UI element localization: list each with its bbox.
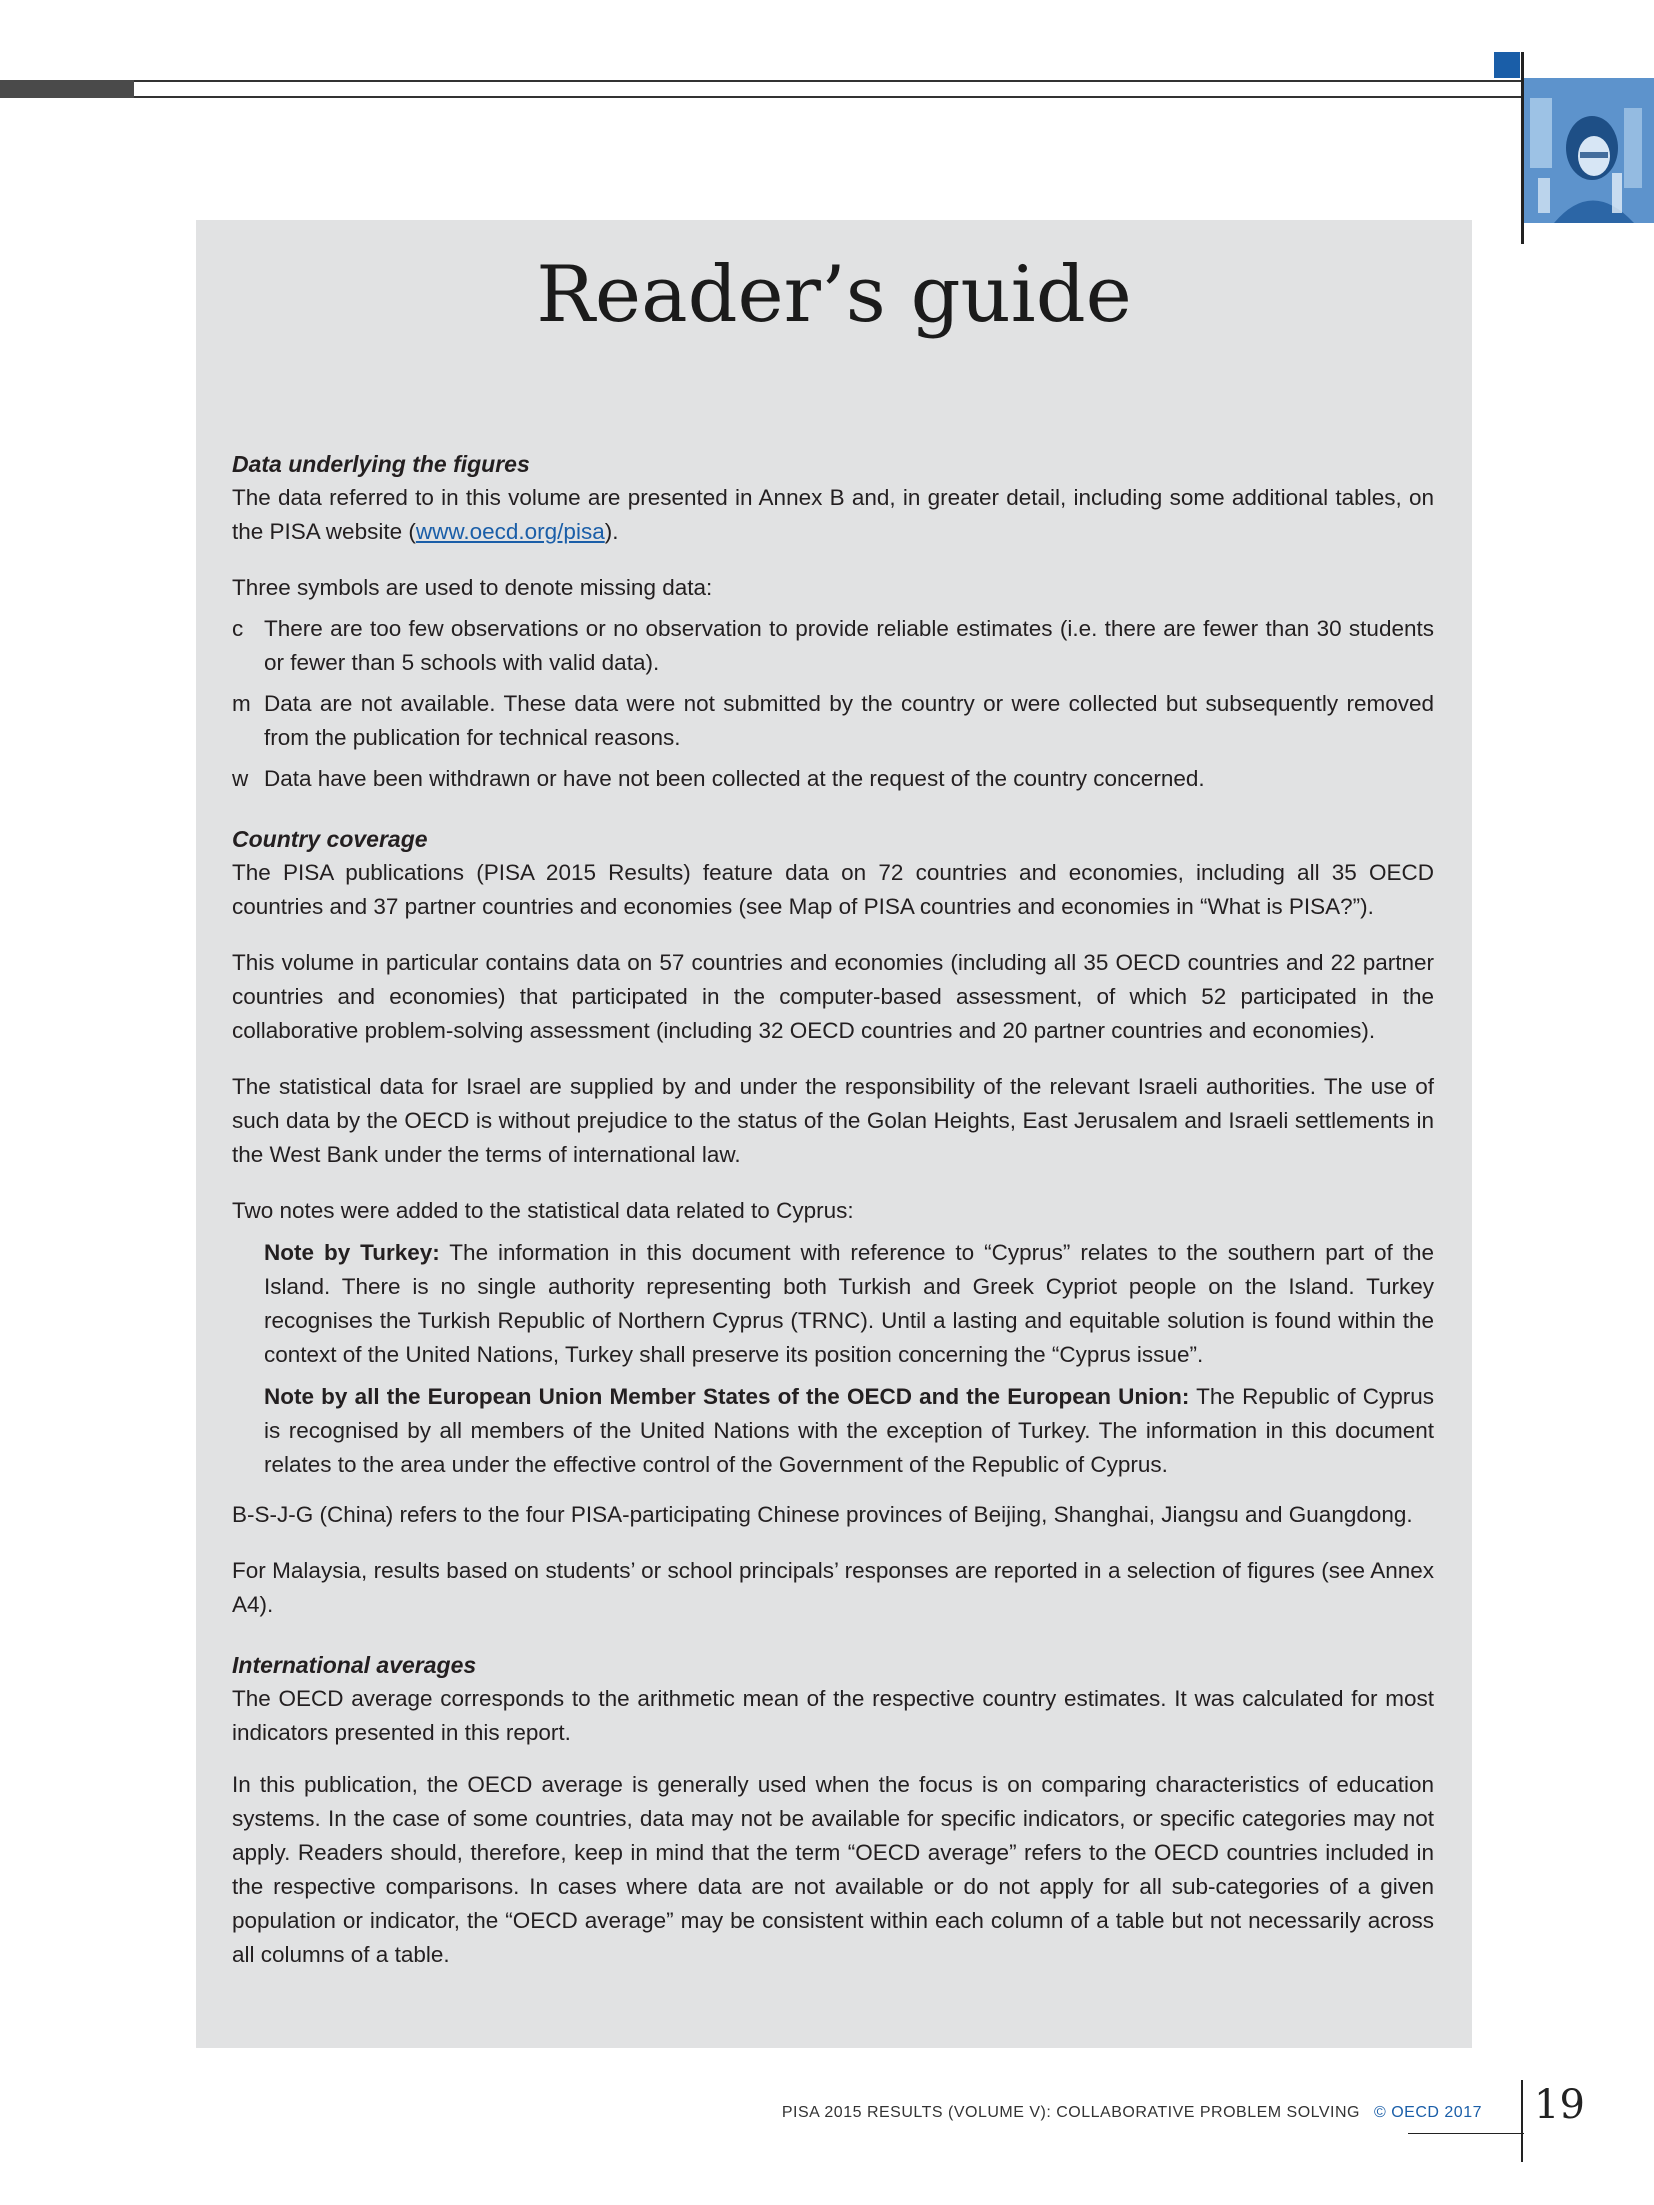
page-title: Reader’s guide [536, 250, 1132, 340]
symbol-label: c [232, 616, 244, 641]
paragraph-coverage-2: This volume in particular contains data on 57 countries and economies (including all 35 OECD countries and 22 partner countries and economies) that participated in the computer-based assessment, of which 52 participated in the collaborative problem-solving assessment (including 32 OECD countries and 20 partner countries and economies). [232, 950, 1434, 1043]
paragraph-symbols-intro: Three symbols are used to denote missing data: [232, 575, 713, 600]
symbol-text: There are too few observations or no observation to provide reliable estimates (i.e. there are fewer than 30 students or fewer than 5 schools with valid data). [264, 616, 1434, 675]
paragraph-coverage-1: The PISA publications (PISA 2015 Results) feature data on 72 countries and economies, including all 35 OECD countries and 37 partner countries and economies (see Map of PISA countries and economies in “What is PISA?”). [232, 860, 1434, 919]
list-item-symbol-c [232, 612, 1434, 680]
footer-vertical-rule [1521, 2080, 1523, 2162]
heading-data-underlying: Data underlying the figures [232, 451, 530, 477]
header-photo-scientist [1524, 78, 1654, 223]
readers-guide-panel [196, 220, 1472, 2048]
paragraph-averages-2: In this publication, the OECD average is generally used when the focus is on comparing characteristics of education systems. In the case of some countries, data may not be available for specific indicators, or specific categories may not apply. Readers should, therefore, keep in mind that the term “OECD average” refers to the OECD countries included in the respective comparisons. In cases where data are not available or do not apply for all sub-categories of a given population or indicator, the “OECD average” may be consistent within each column of a table but not necessarily across all columns of a table. [232, 1772, 1434, 1967]
footer-copyright: © OECD 2017 [1374, 2104, 1482, 2121]
list-item-symbol-m [232, 687, 1434, 755]
footer-rule [1408, 2133, 1524, 2134]
text-fragment: The data referred to in this volume are presented in Annex B and, in greater detail, including some additional tables, on the PISA website ( [232, 485, 1434, 544]
heading-country-coverage: Country coverage [232, 826, 428, 852]
footer-publication: PISA 2015 RESULTS (VOLUME V): COLLABORATIVE PROBLEM SOLVING [781, 2104, 1360, 2121]
text-fragment: ). [604, 519, 619, 544]
note-label: Note by Turkey: [264, 1240, 440, 1265]
symbol-text: Data are not available. These data were not submitted by the country or were collected but subsequently removed from the publication for technical reasons. [264, 691, 1434, 750]
symbol-label: w [232, 766, 249, 791]
paragraph-malaysia: For Malaysia, results based on students’ or school principals’ responses are reported in a selection of figures (see Annex A4). [232, 1558, 1434, 1617]
symbol-label: m [232, 691, 251, 716]
paragraph-data-location [232, 481, 1434, 549]
paragraph-bsjg: B-S-J-G (China) refers to the four PISA-participating Chinese provinces of Beijing, Shanghai, Jiangsu and Guangdong. [232, 1502, 1413, 1527]
page-number: 19 [1534, 2082, 1585, 2128]
symbol-text: Data have been withdrawn or have not been collected at the request of the country concerned. [264, 766, 1205, 791]
header-dark-bar [0, 80, 134, 98]
paragraph-averages-1: The OECD average corresponds to the arithmetic mean of the respective country estimates. It was calculated for most indicators presented in this report. [232, 1686, 1434, 1745]
footer-publication-line [782, 2104, 1482, 2122]
header-rule-top [134, 80, 1524, 82]
header-blue-square [1494, 52, 1520, 78]
note-european-union [232, 1380, 1434, 1482]
list-item-symbol-w [232, 762, 1434, 796]
pisa-website-link[interactable]: www.oecd.org/pisa [415, 519, 605, 544]
note-text: The information in this document with reference to “Cyprus” relates to the southern part of the Island. There is no single authority representing both Turkish and Greek Cypriot people on the Island. Turkey recognises the Turkish Republic of Northern Cyprus (TRNC). Until a lasting and equitable solution is found within the context of the United Nations, Turkey shall preserve its position concerning the “Cyprus issue”. [264, 1240, 1434, 1367]
header-rule-bottom [134, 96, 1524, 98]
heading-international-averages: International averages [232, 1652, 477, 1678]
note-label: Note by all the European Union Member States of the OECD and the European Union: [264, 1384, 1190, 1409]
panel-content [232, 447, 1434, 1972]
note-text: The Republic of Cyprus is recognised by all members of the United Nations with the exception of Turkey. The information in this document relates to the area under the effective control of the Government of the Republic of Cyprus. [264, 1384, 1434, 1477]
paragraph-israel: The statistical data for Israel are supplied by and under the responsibility of the relevant Israeli authorities. The use of such data by the OECD is without prejudice to the status of the Golan Heights, East Jerusalem and Israeli settlements in the West Bank under the terms of international law. [232, 1074, 1434, 1167]
paragraph-cyprus-intro: Two notes were added to the statistical data related to Cyprus: [232, 1198, 854, 1223]
note-turkey [232, 1236, 1434, 1372]
